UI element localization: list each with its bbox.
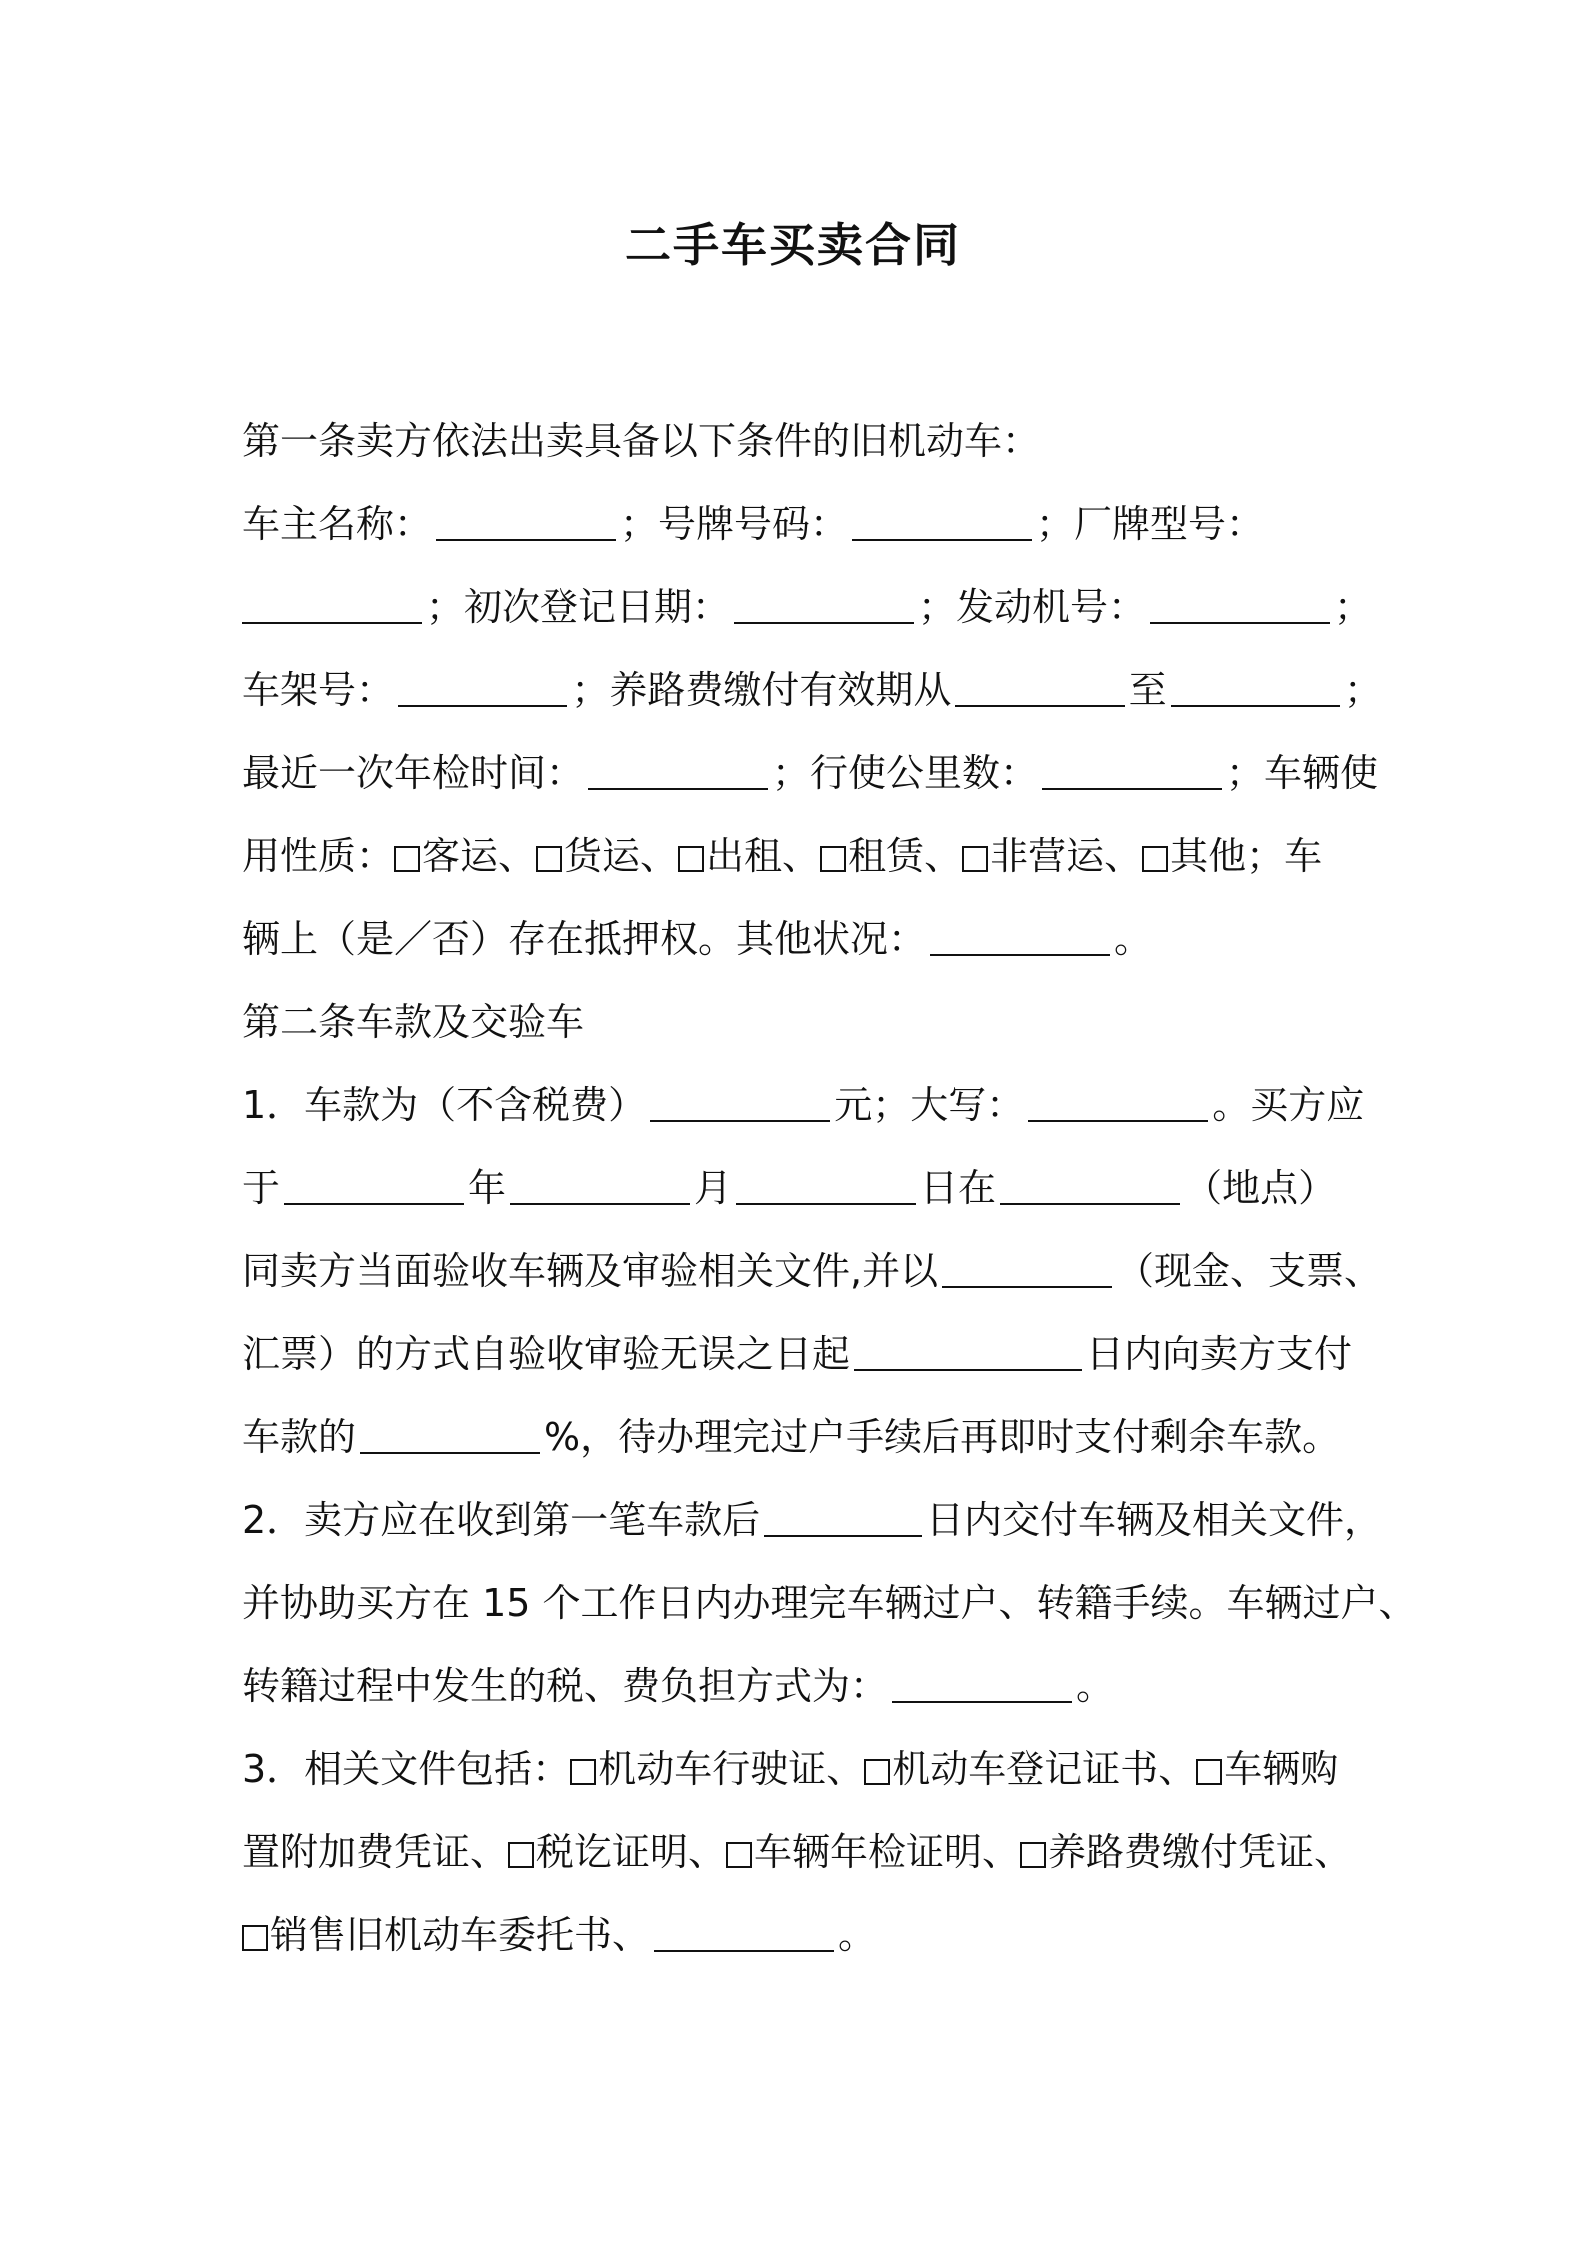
doc-purchase-tax: 车辆购 bbox=[1196, 1739, 1338, 1799]
item2-transfer-text: 并协助买方在 15 个工作日内办理完车辆过户、转籍手续。车辆过户、 bbox=[242, 1581, 1417, 1625]
other-checkbox[interactable] bbox=[1142, 846, 1168, 872]
registration-cert-checkbox[interactable] bbox=[864, 1759, 890, 1785]
frame-no-label: 车架号： bbox=[242, 668, 395, 712]
owner-name-label: 车主名称： bbox=[242, 502, 433, 546]
month-blank[interactable] bbox=[510, 1171, 690, 1205]
item1-at-label: 于 bbox=[242, 1166, 281, 1210]
road-fee-to-blank[interactable] bbox=[1171, 673, 1340, 707]
mileage-label: ；行使公里数： bbox=[772, 751, 1039, 795]
article1-line-4 bbox=[242, 743, 1382, 803]
doc-inspection-cert: 车辆年检证明、 bbox=[726, 1822, 1020, 1882]
owner-name-blank[interactable] bbox=[436, 507, 616, 541]
payment-options-text: （现金、支票、 bbox=[1115, 1249, 1382, 1293]
first-reg-date-blank[interactable] bbox=[734, 590, 914, 624]
article2-item1-line-1 bbox=[242, 1075, 1382, 1135]
last-inspection-blank[interactable] bbox=[588, 756, 768, 790]
usage-prefix-text: ；车辆使 bbox=[1226, 751, 1379, 795]
purchase-tax-checkbox[interactable] bbox=[1196, 1759, 1222, 1785]
plate-number-label: ；号牌号码： bbox=[620, 502, 849, 546]
article2-item1-line-3 bbox=[242, 1241, 1382, 1301]
sale-attorney-checkbox[interactable] bbox=[242, 1925, 268, 1951]
item3-docs-label: 3．相关文件包括： bbox=[242, 1747, 571, 1791]
day-blank[interactable] bbox=[736, 1171, 916, 1205]
article1-line-1 bbox=[242, 494, 1382, 554]
article1-heading: 第一条卖方依法出卖具备以下条件的旧机动车： bbox=[242, 419, 1041, 463]
freight-checkbox[interactable] bbox=[536, 846, 562, 872]
plate-number-blank[interactable] bbox=[852, 507, 1032, 541]
article1-line-3 bbox=[242, 660, 1382, 720]
usage-option-nonoperating: 非营运、 bbox=[962, 826, 1142, 886]
item2-fees-text: 转籍过程中发生的税、费负担方式为： bbox=[242, 1664, 889, 1708]
article2-item2-line-3 bbox=[242, 1656, 1382, 1716]
doc-sale-power-of-attorney: 销售旧机动车委托书、 bbox=[242, 1905, 650, 1965]
year-label: 年 bbox=[468, 1166, 507, 1210]
usage-option-passenger: 客运、 bbox=[394, 826, 536, 886]
road-fee-voucher-checkbox[interactable] bbox=[1020, 1842, 1046, 1868]
period-text: 。 bbox=[1076, 1664, 1115, 1708]
article1-heading-line bbox=[242, 411, 1382, 471]
usage-label: 用性质： bbox=[242, 834, 395, 878]
fee-method-blank[interactable] bbox=[892, 1669, 1072, 1703]
payment-method-blank[interactable] bbox=[942, 1254, 1112, 1288]
doc-driving-license: 机动车行驶证、 bbox=[570, 1739, 864, 1799]
item1-buyer-text: 。买方应 bbox=[1212, 1083, 1365, 1127]
usage-option-freight: 货运、 bbox=[536, 826, 678, 886]
item2-seller-text: 2．卖方应在收到第一笔车款后 bbox=[242, 1498, 761, 1542]
road-fee-from-blank[interactable] bbox=[955, 673, 1124, 707]
first-reg-date-label: ；初次登记日期： bbox=[426, 585, 731, 629]
article1-line-5 bbox=[242, 826, 1382, 886]
usage-option-other: 其他；车 bbox=[1142, 826, 1322, 886]
brand-model-label: ；厂牌型号： bbox=[1036, 502, 1265, 546]
other-status-blank[interactable] bbox=[930, 922, 1110, 956]
driving-license-checkbox[interactable] bbox=[570, 1759, 596, 1785]
item1-yuan-label: 元；大写： bbox=[834, 1083, 1025, 1127]
item1-draft-text: 汇票）的方式自验收审验无误之日起 bbox=[242, 1332, 851, 1376]
usage-option-taxi: 出租、 bbox=[678, 826, 820, 886]
nonoperating-checkbox[interactable] bbox=[962, 846, 988, 872]
mileage-blank[interactable] bbox=[1042, 756, 1222, 790]
article1-line-2 bbox=[242, 577, 1382, 637]
article2-item1-line-4 bbox=[242, 1324, 1382, 1384]
frame-no-blank[interactable] bbox=[398, 673, 567, 707]
item1-inspect-text: 同卖方当面验收车辆及审验相关文件,并以 bbox=[242, 1249, 939, 1293]
mortgage-text: 辆上（是／否）存在抵押权。其他状况： bbox=[242, 917, 927, 961]
payment-days-blank[interactable] bbox=[854, 1337, 1082, 1371]
to-label: 至 bbox=[1128, 668, 1167, 712]
page-title: 二手车买卖合同 bbox=[625, 218, 961, 272]
purchase-tax-cont-text: 置附加费凭证、 bbox=[242, 1830, 509, 1874]
year-blank[interactable] bbox=[284, 1171, 464, 1205]
tax-cert-checkbox[interactable] bbox=[508, 1842, 534, 1868]
article2-item3-line-2 bbox=[242, 1822, 1382, 1882]
item1-price-label: 1．车款为（不含税费） bbox=[242, 1083, 647, 1127]
item1-percent-label: 车款的 bbox=[242, 1415, 357, 1459]
semicolon-text: ； bbox=[1334, 585, 1373, 629]
semicolon-text: ； bbox=[1343, 668, 1382, 712]
period-text: 。 bbox=[838, 1913, 877, 1957]
delivery-days-blank[interactable] bbox=[764, 1503, 922, 1537]
place-blank[interactable] bbox=[1000, 1171, 1180, 1205]
lease-checkbox[interactable] bbox=[820, 846, 846, 872]
article2-item3-line-1 bbox=[242, 1739, 1382, 1799]
item1-remaining-text: %，待办理完过户手续后再即时支付剩余车款。 bbox=[544, 1415, 1341, 1459]
article2-heading-line bbox=[242, 992, 1382, 1052]
doc-road-fee-voucher: 养路费缴付凭证、 bbox=[1020, 1822, 1352, 1882]
brand-model-blank[interactable] bbox=[242, 590, 422, 624]
road-fee-label: ；养路费缴付有效期从 bbox=[571, 668, 952, 712]
day-at-label: 日在 bbox=[920, 1166, 997, 1210]
doc-registration-cert: 机动车登记证书、 bbox=[864, 1739, 1196, 1799]
article2-heading: 第二条车款及交验车 bbox=[242, 1000, 585, 1044]
doc-tax-cert: 税讫证明、 bbox=[508, 1822, 726, 1882]
last-inspection-label: 最近一次年检时间： bbox=[242, 751, 585, 795]
article2-item1-line-5 bbox=[242, 1407, 1382, 1467]
item2-deliver-text: 日内交付车辆及相关文件， bbox=[925, 1498, 1382, 1542]
usage-option-lease: 租赁、 bbox=[820, 826, 962, 886]
item1-pay-text: 日内向卖方支付 bbox=[1086, 1332, 1353, 1376]
article2-item3-line-3 bbox=[242, 1905, 1382, 1965]
article2-item2-line-2 bbox=[242, 1573, 1417, 1633]
other-docs-blank[interactable] bbox=[654, 1918, 834, 1952]
article2-item1-line-2 bbox=[242, 1158, 1382, 1218]
inspection-cert-checkbox[interactable] bbox=[726, 1842, 752, 1868]
period-text: 。 bbox=[1114, 917, 1153, 961]
month-label: 月 bbox=[694, 1166, 733, 1210]
engine-no-label: ；发动机号： bbox=[918, 585, 1147, 629]
price-blank[interactable] bbox=[650, 1088, 830, 1122]
price-uppercase-blank[interactable] bbox=[1028, 1088, 1208, 1122]
engine-no-blank[interactable] bbox=[1150, 590, 1330, 624]
article2-item2-line-1 bbox=[242, 1490, 1382, 1550]
percent-blank[interactable] bbox=[360, 1420, 540, 1454]
taxi-checkbox[interactable] bbox=[678, 846, 704, 872]
place-label: （地点） bbox=[1184, 1166, 1337, 1210]
article1-line-6 bbox=[242, 909, 1382, 969]
passenger-checkbox[interactable] bbox=[394, 846, 420, 872]
